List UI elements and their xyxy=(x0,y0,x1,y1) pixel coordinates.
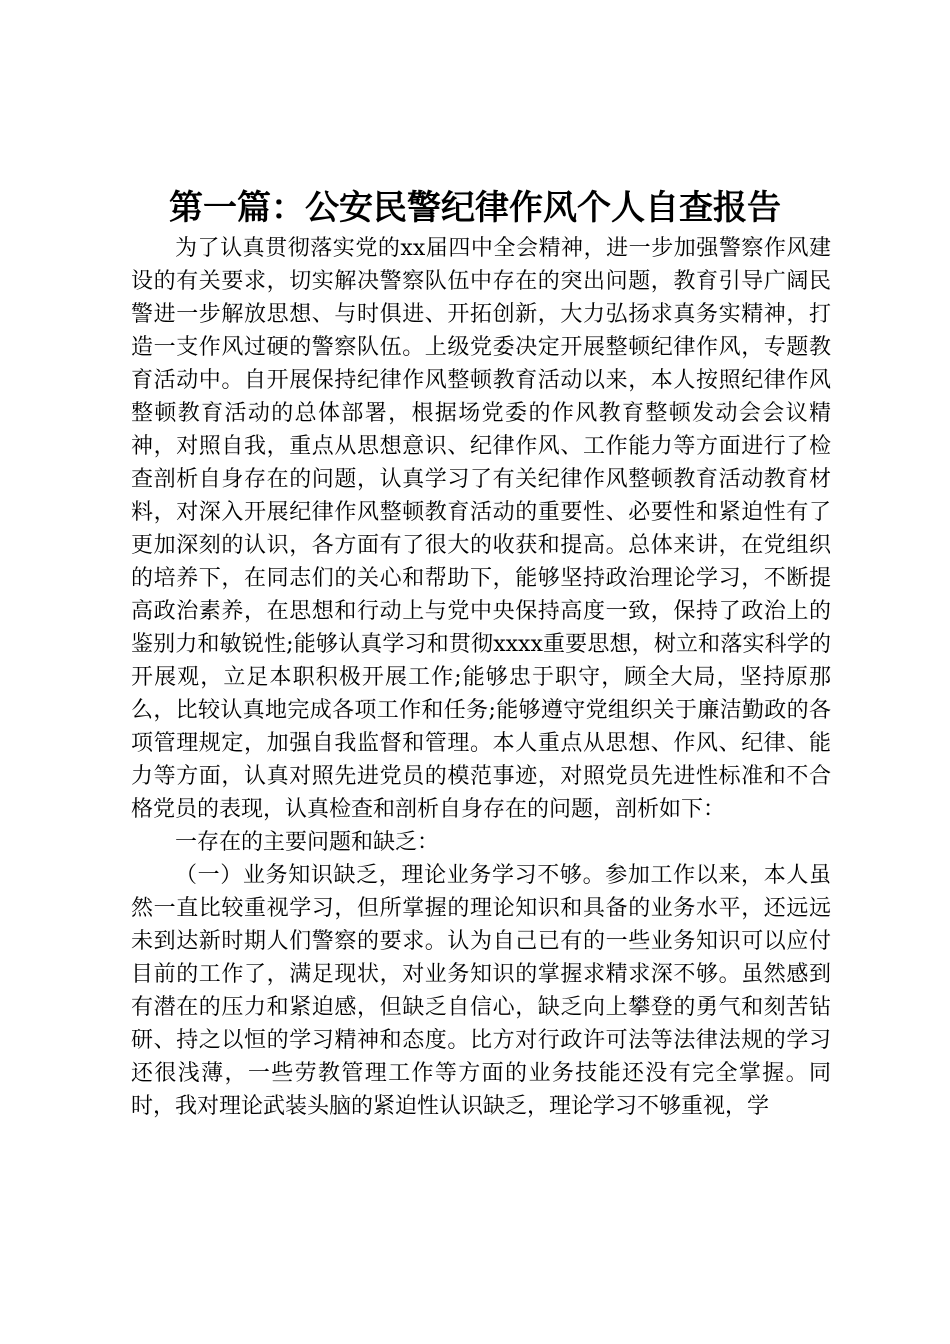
paragraph-item-one: （一）业务知识缺乏，理论业务学习不够。参加工作以来，本人虽然一直比较重视学习，但所掌握的理论知识和具备的业务水平，还远远未到达新时期人们警察的要求。认为自己已有的一些业务知识可以应付目前的工作了，满足现状，对业务知识的掌握求精求深不够。虽然感到有潜在的压力和紧迫感，但缺乏自信心，缺乏向上攀登的勇气和刻苦钻研、持之以恒的学习精神和态度。比方对行政许可法等法律法规的学习还很浅薄，一些劳教管理工作等方面的业务技能还没有完全掌握。同时，我对理论武装头脑的紧迫性认识缺乏，理论学习不够重视，学 xyxy=(131,863,831,1119)
paragraph-section-heading: 一存在的主要问题和缺乏： xyxy=(175,830,440,855)
paragraph-intro: 为了认真贯彻落实党的xx届四中全会精神，进一步加强警察作风建设的有关要求，切实解决警察队伍中存在的突出问题，教育引导广阔民警进一步解放思想、与时俱进、开拓创新，大力弘扬求真务实精神，打造一支作风过硬的警察队伍。上级党委决定开展整顿纪律作风，专题教育活动中。自开展保持纪律作风整顿教育活动以来，本人按照纪律作风整顿教育活动的总体部署，根据场党委的作风教育整顿发动会会议精神，对照自我，重点从思想意识、纪律作风、工作能力等方面进行了检查剖析自身存在的问题，认真学习了有关纪律作风整顿教育活动教育材料，对深入开展纪律作风整顿教育活动的重要性、必要性和紧迫性有了更加深刻的认识，各方面有了很大的收获和提高。总体来讲，在党组织的培养下，在同志们的关心和帮助下，能够坚持政治理论学习，不断提高政治素养，在思想和行动上与党中央保持高度一致，保持了政治上的鉴别力和敏锐性;能够认真学习和贯彻xxxx重要思想，树立和落实科学的开展观，立足本职积极开展工作;能够忠于职守，顾全大局，坚持原那么，比较认真地完成各项工作和任务;能够遵守党组织关于廉洁勤政的各项管理规定，加强自我监督和管理。本人重点从思想、作风、纪律、能力等方面，认真对照先进党员的模范事迹，对照党员先进性标准和不合格党员的表现，认真检查和剖析自身存在的问题，剖析如下： xyxy=(131,236,831,822)
document-title: 第一篇：公安民警纪律作风个人自查报告 xyxy=(169,188,781,228)
document-body xyxy=(131,232,831,1123)
